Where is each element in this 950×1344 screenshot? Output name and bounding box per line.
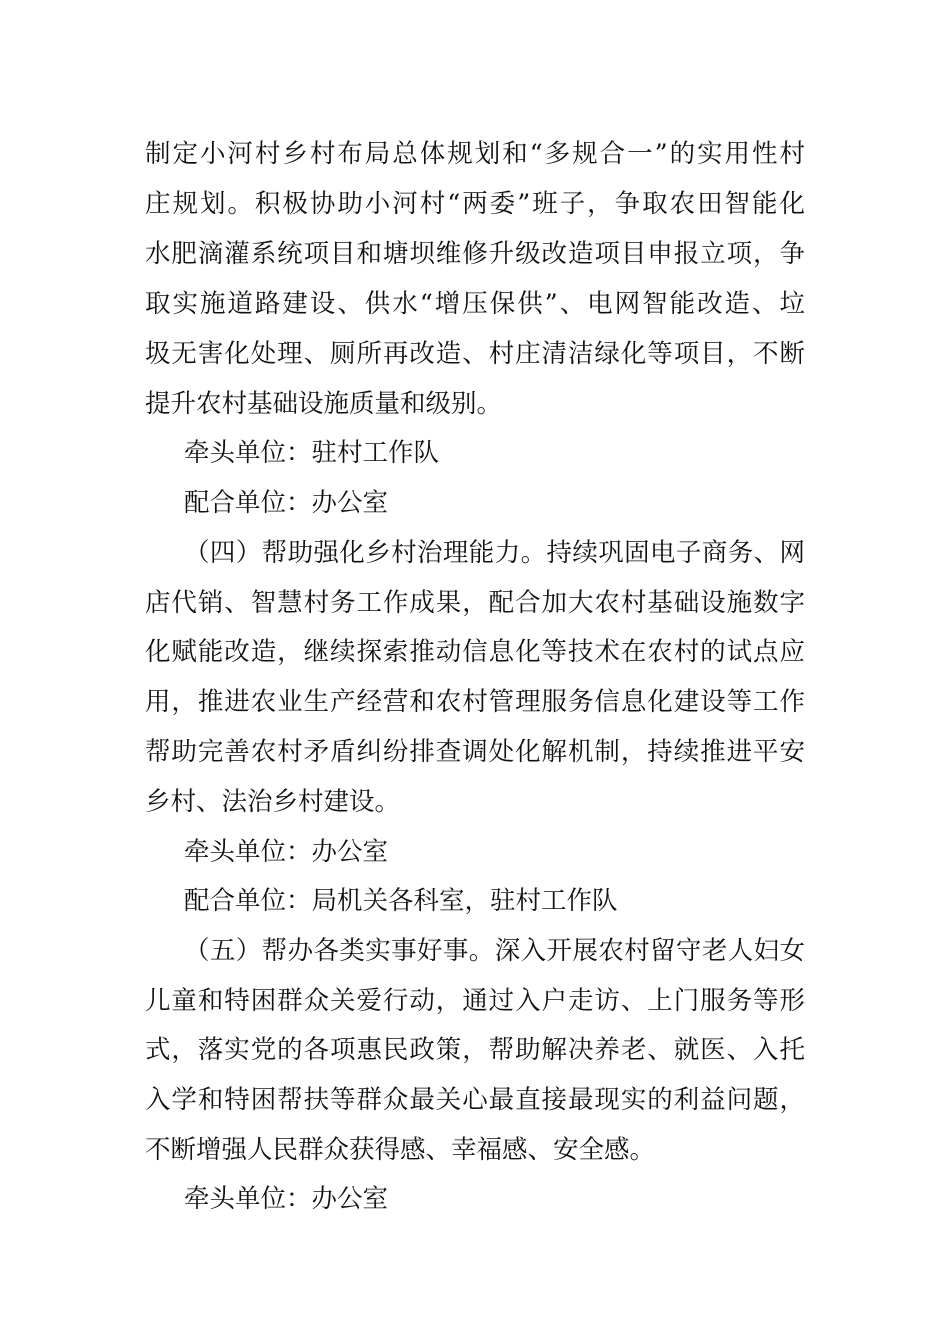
text-line: 店代销、智慧村务工作成果，配合加大农村基础设施数字	[145, 588, 805, 618]
text-line: 庄规划。积极协助小河村“两委”班子，争取农田智能化	[145, 189, 805, 219]
text-line: 儿童和特困群众关爱行动，通过入户走访、上门服务等形	[145, 986, 805, 1016]
text-line: 用，推进农业生产经营和农村管理服务信息化建设等工作	[145, 687, 805, 717]
text-line: 乡村、法治乡村建设。	[145, 787, 401, 817]
lead-unit-label: 牵头单位：办公室	[184, 1184, 389, 1214]
lead-unit-label: 牵头单位：办公室	[184, 837, 389, 867]
section-heading-five: （五）帮办各类实事好事。深入开展农村留守老人妇女	[184, 936, 805, 966]
section-heading-four: （四）帮助强化乡村治理能力。持续巩固电子商务、网	[184, 538, 805, 568]
text-line: 制定小河村乡村布局总体规划和“多规合一”的实用性村	[145, 139, 805, 169]
text-line: 水肥滴灌系统项目和塘坝维修升级改造项目申报立项，争	[145, 239, 805, 269]
text-line: 化赋能改造，继续探索推动信息化等技术在农村的试点应	[145, 637, 805, 667]
support-unit-label: 配合单位：办公室	[184, 488, 389, 518]
text-line: 帮助完善农村矛盾纠纷排查调处化解机制，持续推进平安	[145, 737, 805, 767]
text-line: 式，落实党的各项惠民政策，帮助解决养老、就医、入托	[145, 1035, 805, 1065]
text-line: 取实施道路建设、供水“增压保供”、电网智能改造、垃	[145, 289, 805, 319]
text-line: 入学和特困帮扶等群众最关心最直接最现实的利益问题，	[145, 1085, 805, 1115]
text-line: 圾无害化处理、厕所再改造、村庄清洁绿化等项目，不断	[145, 339, 805, 369]
text-line: 提升农村基础设施质量和级别。	[145, 389, 503, 419]
text-line: 不断增强人民群众获得感、幸福感、安全感。	[145, 1135, 656, 1165]
lead-unit-label: 牵头单位：驻村工作队	[184, 438, 440, 468]
support-unit-label: 配合单位：局机关各科室，驻村工作队	[184, 886, 618, 916]
